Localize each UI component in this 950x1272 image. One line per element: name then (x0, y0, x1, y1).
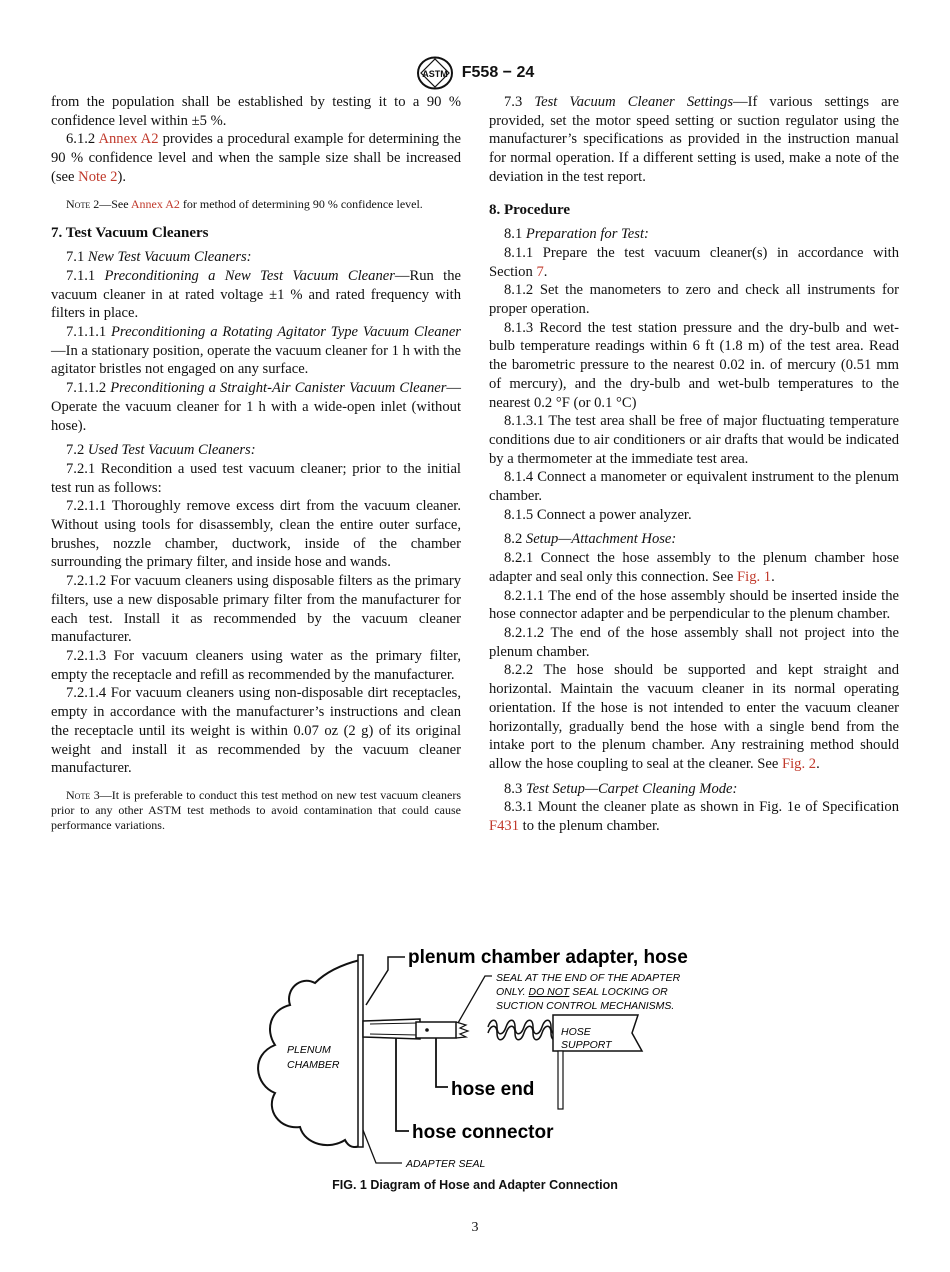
paragraph-text: —Run the vacuum cleaner in at rated voltage ±1 % and rated frequency with filters in place. (51, 267, 461, 322)
label-hose-connector: hose connector (412, 1122, 554, 1143)
paragraph-7-2-1-2: 7.2.1.2 For vacuum cleaners using disposable filters as the primary filters, use a new disposable primary filter from the manufacturer for each test. Install it as recommended by the vacuum cleaner manufacturer. (51, 573, 461, 646)
astm-logo-text: ASTM (422, 69, 448, 79)
leader-hose-connector (396, 1038, 409, 1131)
section-number: 8.2 (504, 531, 523, 548)
label-adapter-seal: ADAPTER SEAL (406, 1158, 486, 1170)
paragraph-7-3 (489, 93, 899, 187)
section-title: Test Vacuum Cleaner Settings (534, 94, 734, 110)
leader-adapter-seal (363, 1130, 402, 1163)
section-8-heading: 8. Procedure (489, 201, 571, 218)
section-number: 6.1.2 (66, 131, 96, 148)
paragraph-8-1-3-1: 8.1.3.1 The test area shall be free of major fluctuating temperature conditions due to air conditioners or air drafts that would be indicated by a thermometer at the immediate test area. (489, 413, 899, 467)
section-number: 7.3 (504, 94, 523, 110)
page-header (0, 56, 950, 90)
paragraph-8-1-5: 8.1.5 Connect a power analyzer. (504, 506, 692, 523)
seal-note-text: ONLY. (496, 986, 529, 998)
paragraph-text: —Operate the vacuum cleaner for 1 h with a wide-open inlet (without hose). (51, 380, 461, 434)
hose-connector-shape (363, 1019, 420, 1039)
figure-caption: FIG. 1 Diagram of Hose and Adapter Connection (332, 1178, 618, 1192)
paragraph-text: to the plenum chamber. (522, 818, 660, 835)
section-number: 7.1.1.2 (66, 380, 107, 397)
section-title: Preconditioning a Straight-Air Canister Vacuum Cleaner (110, 380, 447, 397)
paragraph-text: ). (117, 168, 126, 185)
section-number: 7.1.1.1 (66, 324, 107, 341)
seal-note-emphasis: DO NOT (528, 986, 570, 998)
paragraph-8-2-1-2: 8.2.1.2 The end of the hose assembly shall not project into the plenum chamber. (489, 624, 899, 660)
section-7-heading: 7. Test Vacuum Cleaners (51, 224, 209, 241)
section-title: Setup—Attachment Hose: (525, 531, 677, 548)
paragraph-7-2-1-3: 7.2.1.3 For vacuum cleaners using water as the primary filter, empty the receptacle and refill as recommended by the manufacturer. (51, 647, 461, 683)
section-7-link[interactable]: 7 (536, 263, 544, 280)
leader-adapter-hose (366, 957, 405, 1005)
paragraph-8-2-2 (489, 661, 899, 773)
note-3 (51, 788, 461, 833)
paragraph-text: . (816, 755, 820, 772)
paragraph-8-3-1 (489, 798, 899, 835)
right-column (489, 93, 899, 836)
seal-note-line3: SUCTION CONTROL MECHANISMS. (496, 1000, 675, 1012)
paragraph-7-1-1-2 (51, 379, 461, 435)
note-2 (51, 197, 461, 212)
paragraph-8-1-1 (489, 244, 899, 281)
adapter-seal-plate (358, 955, 363, 1147)
paragraph-8-2 (489, 530, 899, 549)
section-title: Test Setup—Carpet Cleaning Mode: (525, 780, 738, 797)
section-title: Preconditioning a Rotating Agitator Type Vacuum Cleaner (111, 324, 461, 341)
paragraph-8-1-3: 8.1.3 Record the test station pressure and the dry-bulb and wet-bulb temperature readings within 6 ft (1.8 m) of the test area. Read the barometric pressure to the nearest 0.02 in. of mercury (0.51 mm of mercury), and the dry-bulb and wet-bulb temperatures to the nearest 0.2 °F (or 0.1 °C) (489, 319, 899, 411)
annex-a2-link[interactable]: Annex A2 (98, 131, 159, 148)
paragraph-text: 8.2.1 Connect the hose assembly to the plenum chamber hose adapter and seal only this connection. See (489, 550, 899, 585)
seal-note-text: SEAL LOCKING OR (569, 986, 668, 998)
document-designation: F558 − 24 (461, 64, 535, 81)
paragraph-8-2-1 (489, 549, 899, 586)
paragraph-text: —If various settings are provided, set the motor speed setting or suction regulator using the manufacturer’s specifications as provided in the instruction manual for normal operation. If a different setting is used, make a note of the deviation in the test report. (489, 94, 899, 185)
leader-seal-note (458, 976, 492, 1023)
section-title: New Test Vacuum Cleaners: (87, 249, 252, 266)
paragraph-7-2 (51, 441, 461, 460)
section-title: Preparation for Test: (525, 226, 649, 243)
paragraph-text: 8.3.1 Mount the cleaner plate as shown in Fig. 1e of Specification (504, 799, 899, 816)
paragraph-7-2-1-1: 7.2.1.1 Thoroughly remove excess dirt from the vacuum cleaner. Without using tools for disassembly, clean the entire outer surface, brushes, nozzle chamber, ductwork, inside of the chamber surrounding the primary filter, and inside hose and wands. (51, 498, 461, 571)
f431-link[interactable]: F431 (489, 818, 520, 835)
section-title: Preconditioning a New Test Vacuum Cleaner (104, 267, 395, 284)
note-label: Note 3 (66, 787, 100, 802)
paragraph-population: from the population shall be established by testing it to a 90 % confidence level within ±5 %. (51, 94, 461, 129)
paragraph-8-1 (489, 225, 899, 244)
section-title: Used Test Vacuum Cleaners: (87, 442, 256, 459)
paragraph-text: —In a stationary position, operate the vacuum cleaner for 1 h with the agitator bristles not engaged on any surface. (51, 342, 461, 378)
note-2-link[interactable]: Note 2 (78, 168, 118, 185)
paragraph-text: 8.2.2 The hose should be supported and kept straight and horizontal. Maintain the vacuum cleaner in its normal operating orientation. If the hose is not intended to enter the vacuum cleaner horizontally, gradually bend the hose with a single bend from the intake port to the plenum chamber. Any restraining method should allow the hose coupling to seal at the cleaner. See (489, 662, 899, 772)
paragraph-8-1-2: 8.1.2 Set the manometers to zero and check all instruments for proper operation. (489, 282, 899, 318)
left-column (51, 93, 461, 841)
paragraph-text: . (543, 263, 548, 280)
section-number: 7.2 (66, 442, 85, 459)
leader-hose-end (436, 1038, 448, 1087)
fig-1-link[interactable]: Fig. 1 (737, 568, 772, 585)
section-number: 7.1 (66, 249, 85, 266)
paragraph-7-1-1-1 (51, 323, 461, 379)
hose-support-label-line2: SUPPORT (561, 1039, 612, 1051)
note-label: Note 2 (66, 196, 100, 211)
paragraph-8-1-4: 8.1.4 Connect a manometer or equivalent instrument to the plenum chamber. (489, 469, 899, 505)
seal-note-line1: SEAL AT THE END OF THE ADAPTER (496, 972, 681, 984)
section-number: 8.1 (504, 226, 523, 243)
paragraph-text: . (771, 568, 775, 585)
label-adapter-hose: plenum chamber adapter, hose (408, 947, 688, 968)
seal-note-line2 (496, 986, 668, 998)
paragraph-8-3 (489, 780, 899, 799)
hose-support-stand (558, 1051, 563, 1109)
figure-1-diagram (230, 935, 720, 1175)
annex-a2-link-note[interactable]: Annex A2 (130, 196, 180, 211)
fig-2-link[interactable]: Fig. 2 (782, 755, 817, 772)
hose-end-shape (416, 1022, 456, 1038)
paragraph-7-2-1: 7.2.1 Recondition a used test vacuum cleaner; prior to the initial test run as follows: (51, 460, 461, 496)
paragraph-text: provides a procedural example for determining the 90 % confidence level and when the sample size shall be increased (see (51, 131, 462, 185)
label-hose-end: hose end (451, 1079, 535, 1100)
page-number: 3 (471, 1220, 479, 1235)
section-number: 7.1.1 (66, 267, 96, 284)
plenum-label-line1: PLENUM (287, 1044, 331, 1056)
hose-coil-shape (488, 1020, 560, 1040)
note-text: —See (99, 196, 129, 211)
paragraph-7-1 (51, 248, 461, 267)
note-text: for method of determining 90 % confidence level. (182, 196, 423, 211)
paragraph-text: 8.1.1 Prepare the test vacuum cleaner(s) in accordance with Section (489, 244, 899, 280)
section-number: 8.3 (504, 780, 523, 797)
paragraph-6-1-2 (51, 130, 461, 186)
astm-logo-icon (416, 56, 454, 90)
paragraph-8-2-1-1: 8.2.1.1 The end of the hose assembly should be inserted inside the hose connector adapter and be perpendicular to the plenum chamber. (489, 587, 899, 623)
paragraph-7-2-1-4: 7.2.1.4 For vacuum cleaners using non-disposable dirt receptacles, empty in accordance with the manufacturer’s instructions and clean the receptacle until its weight is within 0.07 oz (2 g) of its original weight and install it as recommended by the vacuum cleaner manufacturer. (51, 685, 461, 777)
plenum-label-line2: CHAMBER (287, 1059, 340, 1071)
paragraph-7-1-1 (51, 267, 461, 323)
hose-support-label-line1: HOSE (561, 1026, 591, 1038)
note-text: —It is preferable to conduct this test method on new test vacuum cleaners prior to any other ASTM test methods to avoid contamination that could cause performance variations. (51, 787, 462, 832)
